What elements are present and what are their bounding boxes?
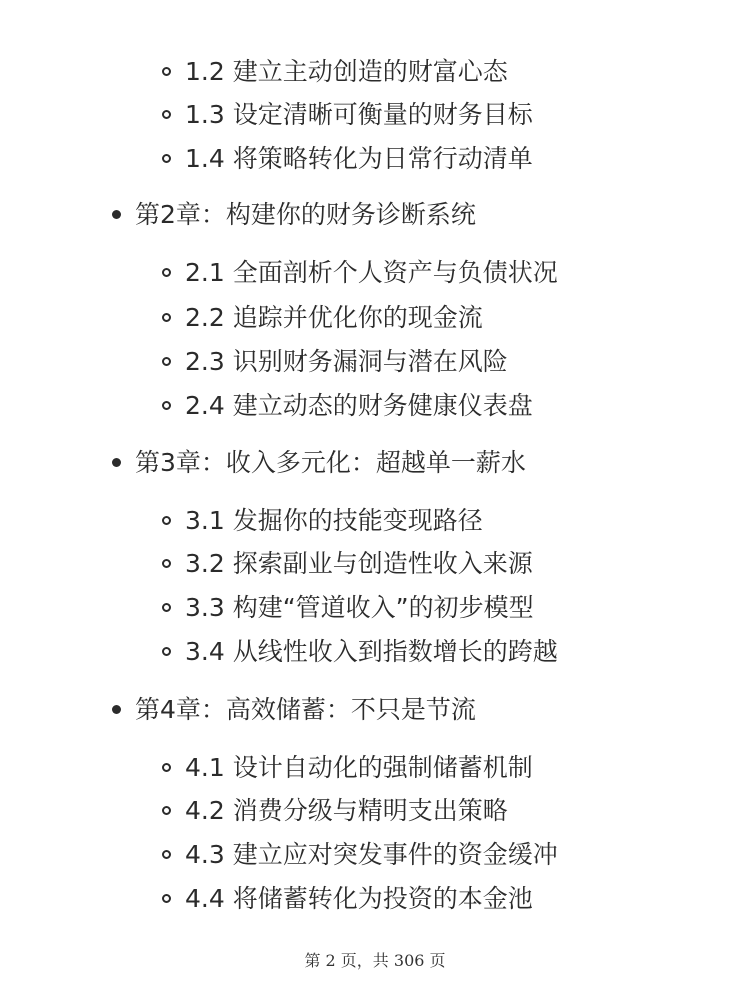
toc-chapter-item[interactable] xyxy=(112,441,526,485)
toc-section-label: 3.2 探索副业与创造性收入来源 xyxy=(185,549,533,578)
toc-chapter-title: 第2章：构建你的财务诊断系统 xyxy=(135,200,476,229)
hollow-bullet-icon xyxy=(162,313,171,322)
toc-section-item[interactable] xyxy=(162,93,533,137)
toc-chapter-title: 第4章：高效储蓄：不只是节流 xyxy=(135,695,476,724)
hollow-bullet-icon xyxy=(162,763,171,772)
toc-section-item[interactable] xyxy=(162,251,558,295)
hollow-bullet-icon xyxy=(162,154,171,163)
toc-chapter-item[interactable] xyxy=(112,193,476,237)
toc-section-item[interactable] xyxy=(162,137,533,181)
toc-section-item[interactable] xyxy=(162,50,508,94)
toc-section-item[interactable] xyxy=(162,586,534,630)
toc-section-label: 4.4 将储蓄转化为投资的本金池 xyxy=(185,884,533,913)
toc-section-label: 4.1 设计自动化的强制储蓄机制 xyxy=(185,753,533,782)
toc-chapter-title: 第3章：收入多元化：超越单一薪水 xyxy=(135,448,526,477)
hollow-bullet-icon xyxy=(162,603,171,612)
toc-section-item[interactable] xyxy=(162,340,508,384)
hollow-bullet-icon xyxy=(162,559,171,568)
toc-section-item[interactable] xyxy=(162,789,508,833)
toc-section-item[interactable] xyxy=(162,384,533,428)
hollow-bullet-icon xyxy=(162,268,171,277)
toc-section-label: 3.4 从线性收入到指数增长的跨越 xyxy=(185,637,558,666)
toc-chapter-item[interactable] xyxy=(112,688,476,732)
toc-section-label: 3.3 构建“管道收入”的初步模型 xyxy=(185,593,534,622)
toc-section-item[interactable] xyxy=(162,296,483,340)
filled-bullet-icon xyxy=(112,210,121,219)
hollow-bullet-icon xyxy=(162,647,171,656)
hollow-bullet-icon xyxy=(162,67,171,76)
toc-section-label: 1.3 设定清晰可衡量的财务目标 xyxy=(185,100,533,129)
toc-section-label: 2.2 追踪并优化你的现金流 xyxy=(185,303,483,332)
toc-section-item[interactable] xyxy=(162,542,533,586)
page-number-footer: 第 2 页，共 306 页 xyxy=(304,951,446,970)
toc-section-item[interactable] xyxy=(162,833,558,877)
hollow-bullet-icon xyxy=(162,110,171,119)
hollow-bullet-icon xyxy=(162,806,171,815)
toc-section-label: 2.3 识别财务漏洞与潜在风险 xyxy=(185,347,508,376)
toc-section-label: 4.3 建立应对突发事件的资金缓冲 xyxy=(185,840,558,869)
toc-section-label: 2.4 建立动态的财务健康仪表盘 xyxy=(185,391,533,420)
toc-section-label: 3.1 发掘你的技能变现路径 xyxy=(185,506,483,535)
toc-section-item[interactable] xyxy=(162,877,533,921)
hollow-bullet-icon xyxy=(162,516,171,525)
toc-section-label: 4.2 消费分级与精明支出策略 xyxy=(185,796,508,825)
toc-section-label: 2.1 全面剖析个人资产与负债状况 xyxy=(185,258,558,287)
toc-section-label: 1.2 建立主动创造的财富心态 xyxy=(185,57,508,86)
hollow-bullet-icon xyxy=(162,357,171,366)
toc-section-label: 1.4 将策略转化为日常行动清单 xyxy=(185,144,533,173)
filled-bullet-icon xyxy=(112,458,121,467)
hollow-bullet-icon xyxy=(162,401,171,410)
toc-section-item[interactable] xyxy=(162,630,558,674)
hollow-bullet-icon xyxy=(162,850,171,859)
toc-section-item[interactable] xyxy=(162,746,533,790)
hollow-bullet-icon xyxy=(162,894,171,903)
filled-bullet-icon xyxy=(112,705,121,714)
toc-section-item[interactable] xyxy=(162,499,483,543)
